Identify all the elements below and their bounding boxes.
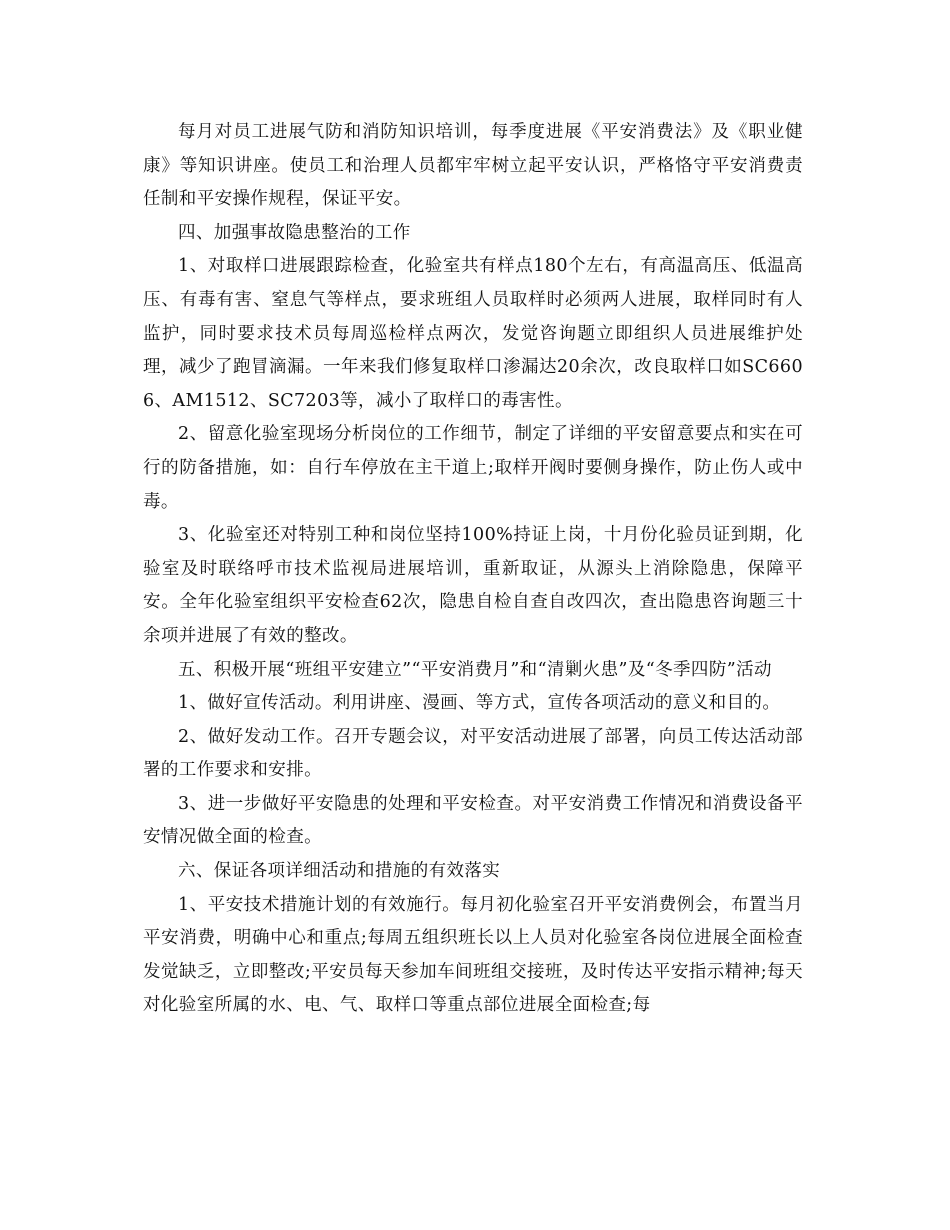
paragraph-training: 每月对员工进展气防和消防知识培训，每季度进展《平安消费法》及《职业健康》等知识讲座。使员工和治理人员都牢牢树立起平安认识，严格恪守平安消费责任制和平安操作规程，保证平安。	[143, 122, 803, 210]
paragraph-sampling-ports: 1、对取样口进展跟踪检查，化验室共有样点180个左右，有高温高压、低温高压、有毒有害、窒息气等样点，要求班组人员取样时必须两人进展，取样同时有人监护，同时要求技术员每周巡检样点两次，发觉咨询题立即组织人员进展维护处理，减少了跑冒滴漏。一年来我们修复取样口渗漏达20余次，改良取样口如SC6606、AM1512、SC7203等，减小了取样口的毒害性。	[143, 256, 803, 411]
section-heading-5: 五、积极开展“班组平安建立”“平安消费月”和“清剿火患”及“冬季四防”活动	[178, 659, 772, 680]
paragraph-lab-details: 2、留意化验室现场分析岗位的工作细节，制定了详细的平安留意要点和实在可行的防备措施，如：自行车停放在主干道上;取样开阀时要侧身操作，防止伤人或中毒。	[143, 424, 803, 512]
document-body	[143, 116, 803, 1023]
paragraph-mobilization: 2、做好发动工作。召开专题会议，对平安活动进展了部署，向员工传达活动部署的工作要求和安排。	[143, 726, 803, 781]
paragraph-certification: 3、化验室还对特别工种和岗位坚持100%持证上岗，十月份化验员证到期，化验室及时联络呼市技术监视局进展培训，重新取证，从源头上消除隐患，保障平安。全年化验室组织平安检查62次，隐患自检自查自改四次，查出隐患咨询题三十余项并进展了有效的整改。	[143, 525, 803, 646]
paragraph-hazard-inspection: 3、进一步做好平安隐患的处理和平安检查。对平安消费工作情况和消费设备平安情况做全面的检查。	[143, 793, 803, 848]
paragraph-publicity: 1、做好宣传活动。利用讲座、漫画、等方式，宣传各项活动的意义和目的。	[178, 693, 781, 714]
paragraph-measures: 1、平安技术措施计划的有效施行。每月初化验室召开平安消费例会，布置当月平安消费，明确中心和重点;每周五组织班长以上人员对化验室各岗位进展全面检查发觉缺乏，立即整改;平安员每天参加车间班组交接班，及时传达平安指示精神;每天对化验室所属的水、电、气、取样口等重点部位进展全面检查;每	[143, 894, 803, 1016]
section-heading-6: 六、保证各项详细活动和措施的有效落实	[178, 861, 501, 882]
section-heading-4: 四、加强事故隐患整治的工作	[178, 222, 411, 243]
